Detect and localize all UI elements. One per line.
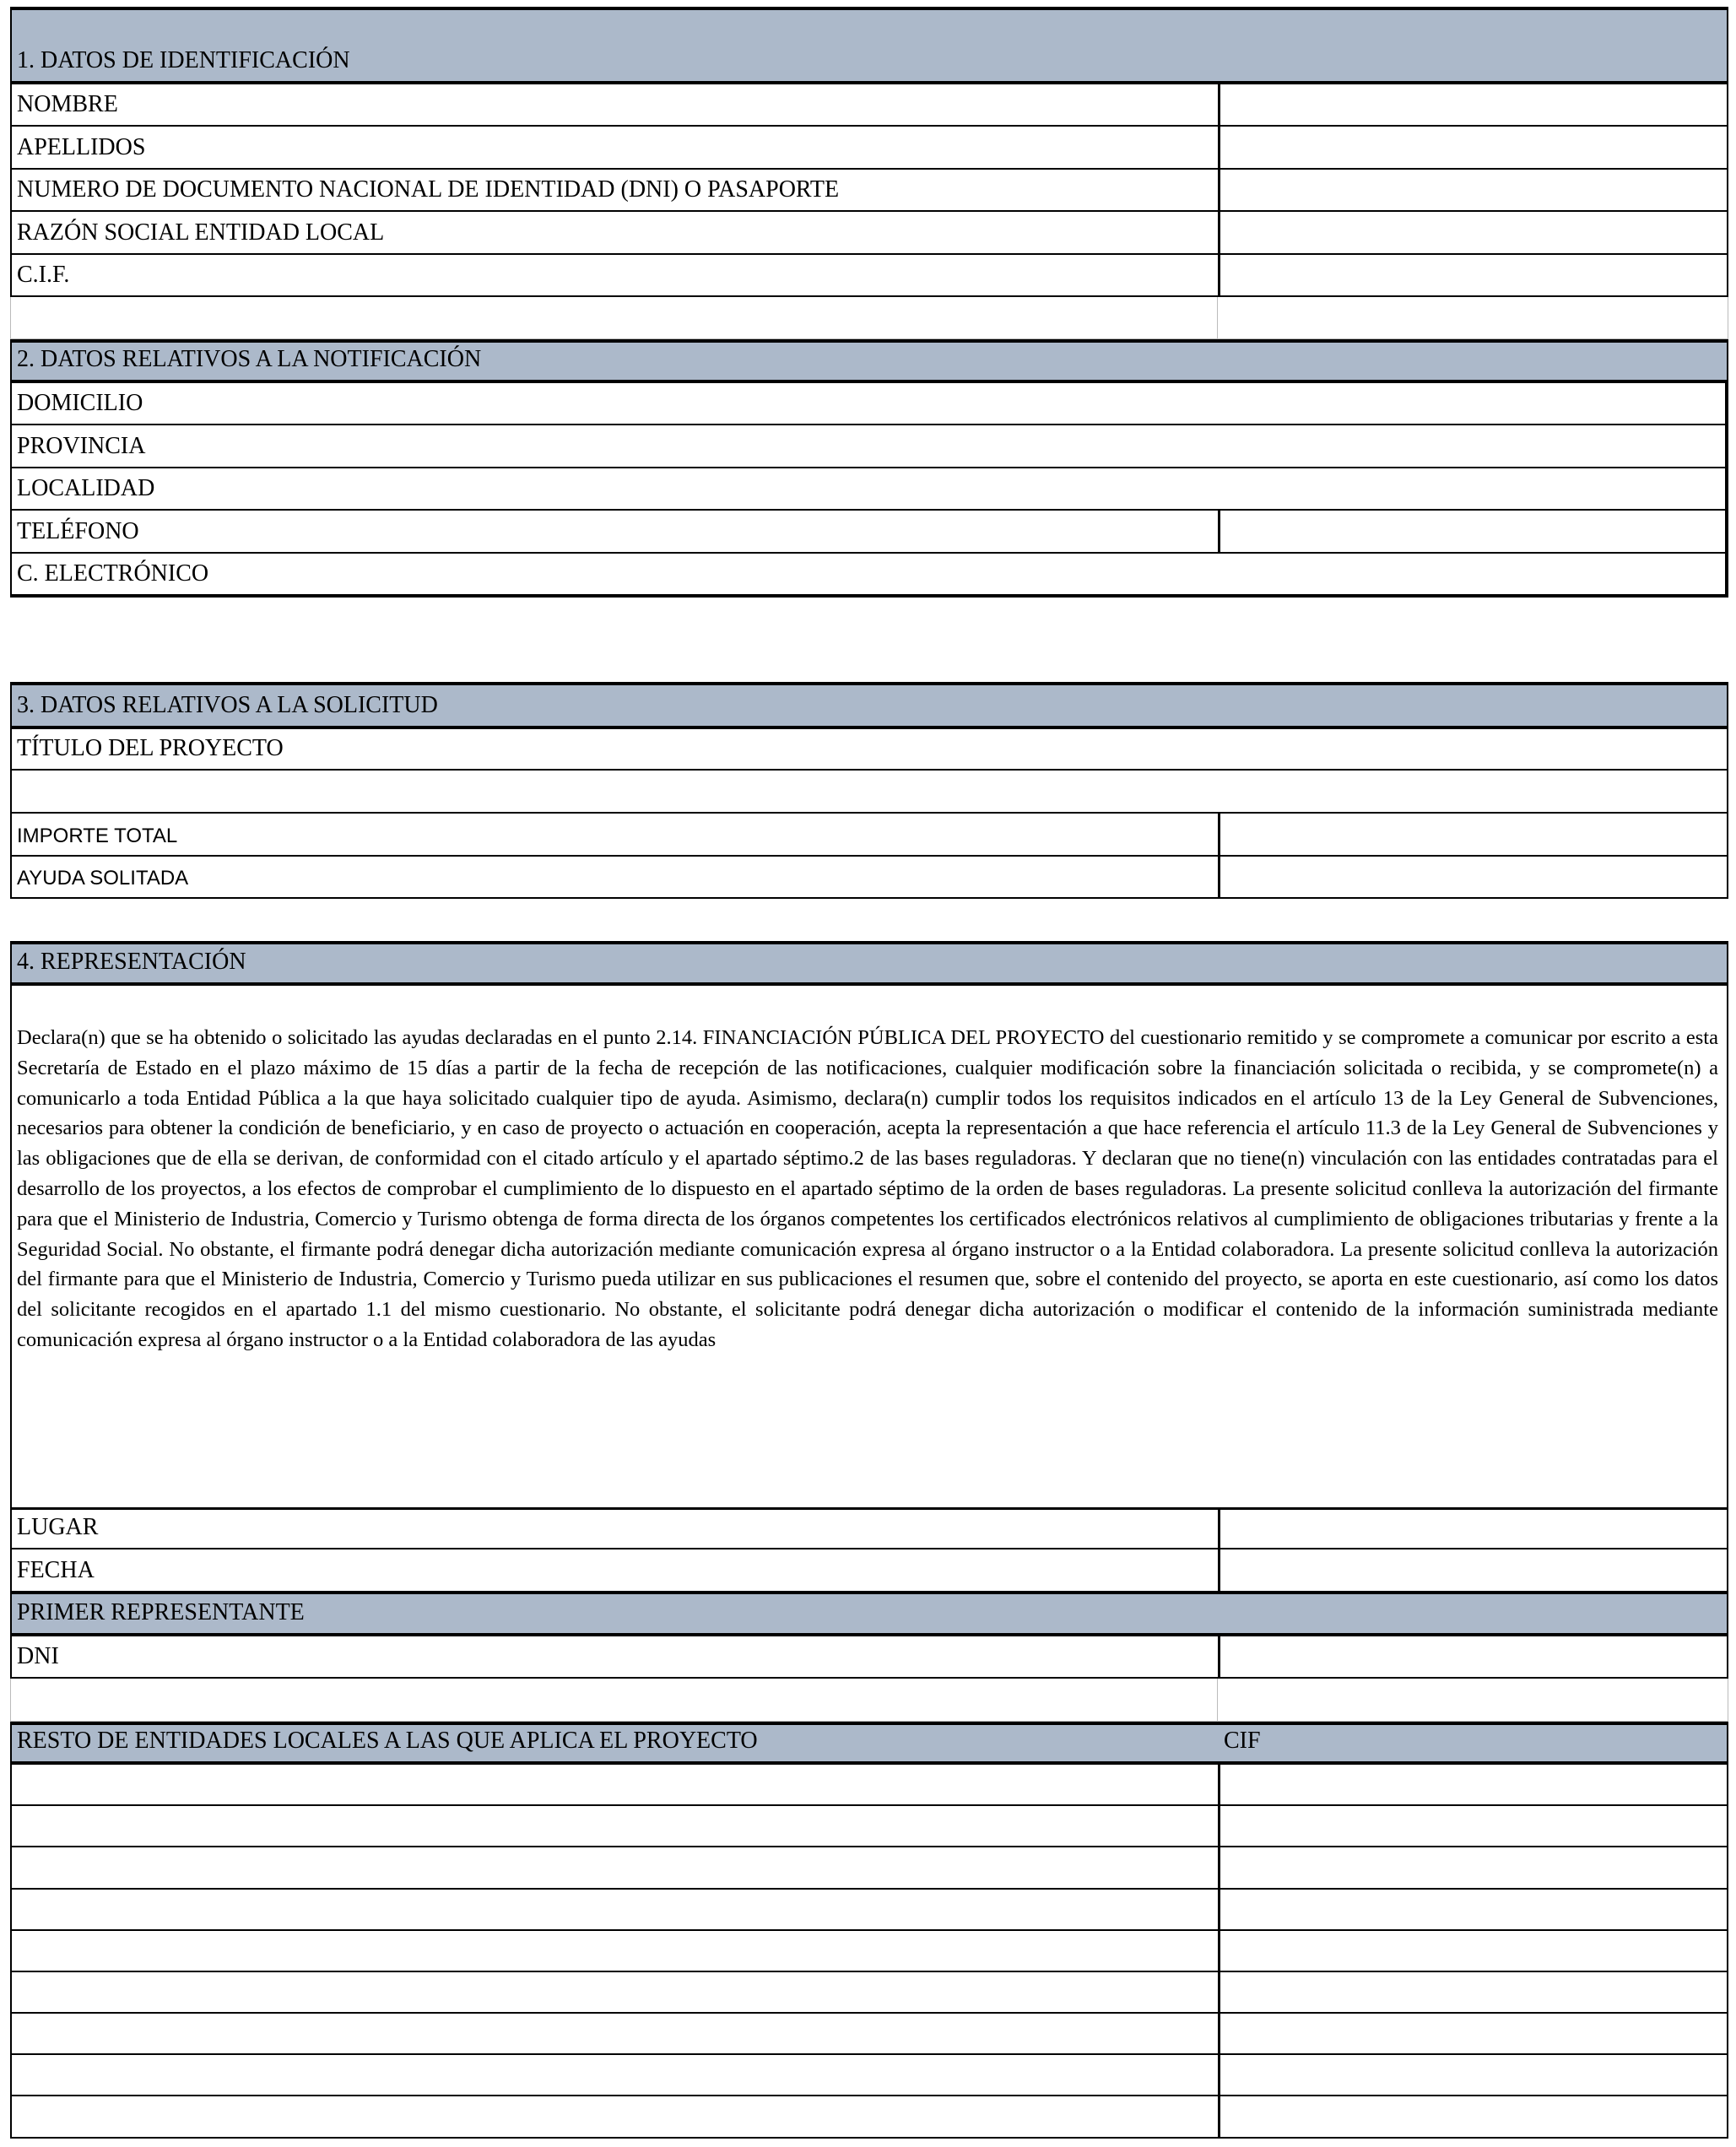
field-label: TÍTULO DEL PROYECTO: [17, 735, 284, 761]
field-telefono: [10, 511, 1728, 554]
section-3-header: [10, 682, 1728, 729]
fecha-input[interactable]: [1218, 1549, 1727, 1591]
titulo-proyecto-input[interactable]: [10, 771, 1728, 814]
field-cif: [10, 255, 1728, 297]
declaration-text: Declara(n) que se ha obtenido o solicitado las ayudas declaradas en el punto 2.14. FINANCIACIÓN PÚBLICA DEL PROYECTO del cuestionario remitido y se compromete a comunicar por escrito a esta Secretaría de Estado en el plazo máximo de 15 días a partir de la fecha de recepción de las notificaciones, cualquier modificación sobre la financiación solicitada o recibida, y se compromete(n) a comunicarlo a toda Entidad Pública a la que haya solicitado cualquier tipo de ayuda. Asimismo, declara(n) cumplir todos los requisitos indicados en el artículo 13 de la Ley General de Subvenciones, necesarios para obtener la condición de beneficiario, y en caso de proyecto o actuación en cooperación, acepta la representación a que hace referencia el artículo 11.3 de la Ley General de Subvenciones y las obligaciones que de ella se derivan, de conformidad con el citado artículo y el apartado séptimo.2 de las bases reguladoras. Y declaran que no tiene(n) vinculación con las entidades contratadas para el desarrollo de los proyectos, a los efectos de comprobar el cumplimiento de lo dispuesto en el apartado séptimo de la orden de bases reguladoras. La presente solicitud conlleva la autorización del firmante para que el Ministerio de Industria, Comercio y Turismo obtenga de forma directa de los órganos competentes los certificados electrónicos relativos al cumplimiento de obligaciones tributarias y frente a la Seguridad Social. No obstante, el firmante podrá denegar dicha autorización mediante comunicación expresa al órgano instructor o a la Entidad colaboradora. La presente solicitud conlleva la autorización del firmante para que el Ministerio de Industria, Comercio y Turismo pueda utilizar en sus publicaciones el resumen que, sobre el contenido del proyecto, se aporta en este cuestionario, así como los datos del solicitante recogidos en el apartado 1.1 del mismo cuestionario. No obstante, el solicitante podrá denegar dicha autorización o modificar el contenido de la información suministrada mediante comunicación expresa al órgano instructor o a la Entidad colaboradora de las ayudas: [10, 986, 1728, 1507]
field-provincia[interactable]: [10, 425, 1728, 468]
field-label: IMPORTE TOTAL: [17, 825, 178, 847]
field-lugar: [10, 1507, 1728, 1549]
entity-row[interactable]: [10, 2055, 1728, 2096]
field-label: C.I.F.: [17, 262, 70, 288]
entities-header: [10, 1722, 1728, 1765]
importe-total-input[interactable]: [1218, 814, 1727, 855]
spacer-cell: [1217, 1679, 1728, 1721]
apellidos-input[interactable]: [1218, 127, 1727, 168]
section-1-title: 1. DATOS DE IDENTIFICACIÓN: [17, 47, 350, 73]
primer-representante-title: PRIMER REPRESENTANTE: [17, 1599, 305, 1625]
field-label: AYUDA SOLITADA: [17, 867, 189, 890]
field-email[interactable]: [10, 554, 1728, 598]
field-nombre: [10, 84, 1728, 127]
representante-dni-input[interactable]: [1218, 1636, 1727, 1677]
spacer-cell: [1217, 297, 1728, 338]
field-apellidos: [10, 127, 1728, 170]
field-domicilio[interactable]: [10, 383, 1728, 425]
field-label: FECHA: [17, 1557, 95, 1583]
entity-cif-input[interactable]: [1218, 1765, 1727, 1804]
telefono-input[interactable]: [1218, 511, 1725, 552]
entity-cif-input[interactable]: [1218, 1847, 1727, 1888]
dni-input[interactable]: [1218, 170, 1727, 210]
nombre-input[interactable]: [1218, 84, 1727, 125]
spacer-row: [10, 1679, 1728, 1722]
field-label: DNI: [17, 1643, 59, 1669]
field-label: LUGAR: [17, 1514, 99, 1540]
entity-row[interactable]: [10, 1765, 1728, 1806]
field-label: APELLIDOS: [17, 134, 146, 160]
entity-cif-input[interactable]: [1218, 2014, 1727, 2053]
razon-social-input[interactable]: [1218, 212, 1727, 253]
entity-row[interactable]: [10, 2096, 1728, 2139]
spacer-row: [10, 297, 1728, 339]
cif-input[interactable]: [1218, 255, 1727, 295]
ayuda-solicitada-input[interactable]: [1218, 857, 1727, 897]
entity-cif-input[interactable]: [1218, 2055, 1727, 2095]
section-4-header: [10, 941, 1728, 986]
entity-row[interactable]: [10, 1890, 1728, 1931]
field-representante-dni: [10, 1636, 1728, 1679]
field-label: PROVINCIA: [17, 433, 146, 459]
field-titulo-proyecto: [10, 729, 1728, 771]
field-label: C. ELECTRÓNICO: [17, 560, 209, 587]
entity-cif-input[interactable]: [1218, 1806, 1727, 1846]
section-1-header: [10, 7, 1728, 84]
entity-row[interactable]: [10, 1847, 1728, 1890]
entity-row[interactable]: [10, 1931, 1728, 1972]
cif-column-label: CIF: [1224, 1728, 1261, 1754]
section-3-title: 3. DATOS RELATIVOS A LA SOLICITUD: [17, 692, 438, 718]
entity-cif-input[interactable]: [1218, 1972, 1727, 2012]
lugar-input[interactable]: [1218, 1510, 1727, 1548]
field-ayuda-solicitada: [10, 857, 1728, 899]
primer-representante-header: [10, 1593, 1728, 1636]
entity-cif-input[interactable]: [1218, 1931, 1727, 1971]
field-label: NOMBRE: [17, 91, 118, 117]
entities-title: RESTO DE ENTIDADES LOCALES A LAS QUE APLICA EL PROYECTO: [17, 1728, 758, 1754]
section-2-title: 2. DATOS RELATIVOS A LA NOTIFICACIÓN: [17, 346, 482, 372]
field-razon-social: [10, 212, 1728, 255]
field-localidad[interactable]: [10, 468, 1728, 511]
entity-row[interactable]: [10, 2014, 1728, 2055]
entity-cif-input[interactable]: [1218, 2096, 1727, 2137]
entity-row[interactable]: [10, 1806, 1728, 1847]
field-label: TELÉFONO: [17, 518, 139, 544]
field-importe-total: [10, 814, 1728, 857]
field-label: LOCALIDAD: [17, 475, 155, 501]
entity-cif-input[interactable]: [1218, 1890, 1727, 1929]
field-label: RAZÓN SOCIAL ENTIDAD LOCAL: [17, 219, 385, 246]
entity-row[interactable]: [10, 1972, 1728, 2014]
field-label: DOMICILIO: [17, 390, 143, 416]
field-label: NUMERO DE DOCUMENTO NACIONAL DE IDENTIDAD (DNI) O PASAPORTE: [17, 176, 840, 203]
field-fecha: [10, 1549, 1728, 1593]
field-dni: [10, 170, 1728, 212]
section-2-header: [10, 339, 1728, 383]
section-4-title: 4. REPRESENTACIÓN: [17, 949, 246, 975]
